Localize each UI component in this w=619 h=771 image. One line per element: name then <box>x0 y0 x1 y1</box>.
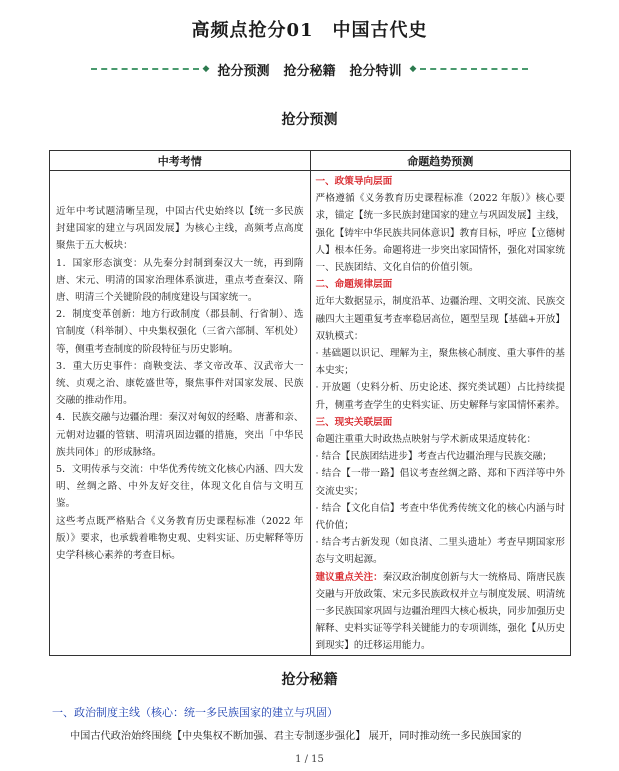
nav-item-training: 抢分特训 <box>349 63 402 79</box>
trend-paragraph: 命题注重重大时政热点映射与学术新成果适度转化： <box>315 434 537 446</box>
suggestion-label: 建议重点关注： <box>315 571 383 583</box>
trend-section-heading: 一、政策导向层面 <box>315 176 393 187</box>
trend-paragraph: 严格遵循《义务教育历史课程标准（2022 年版）》核心要求，锚定【统一多民族封建国家的建立与巩固发展】主线，强化【铸牢中华民族共同体意识】教育目标，呼应【立德树人】根本任务。命题将进一步突出家国情怀，强化对国家统一、民族团结、文化自信的价值引领。 <box>315 193 565 274</box>
trend-bullet: · 结合【民族团结进步】考查古代边疆治理与民族交融； <box>315 451 552 463</box>
diamond-bullet-icon: ◆ <box>202 63 210 74</box>
trend-paragraph: 近年大数据显示，制度沿革、边疆治理、文明交流、民族交融四大主题重复考查率稳居高位，题型呈现【基础+开放】双轨模式： <box>315 296 565 342</box>
section-heading-predict: 抢分预测 <box>281 112 338 128</box>
body-paragraph: 中国古代政治始终围绕【中央集权不断加强、君主专制逐步强化】 展开，同时推动统一多民族国家的 <box>70 731 522 742</box>
subheading-political-system: 一、政治制度主线（核心：统一多民族国家的建立与巩固） <box>52 706 338 719</box>
page-number: 1 / 15 <box>295 754 324 765</box>
nav-item-secret: 抢分秘籍 <box>283 63 336 79</box>
table-header-right: 命题趋势预测 <box>310 151 571 171</box>
left-paragraph: 4．民族交融与边疆治理：秦汉对匈奴的经略、唐蕃和亲、元朝对边疆的管辖、明清巩固边疆的措施，突出「中华民族共同体」的形成脉络。 <box>56 412 304 458</box>
left-dashed-divider <box>91 68 199 70</box>
suggestion-text: 秦汉政治制度创新与大一统格局、隋唐民族交融与开放政策、宋元多民族政权并立与制度发展、明清统一多民族国家巩固与边疆治理四大核心板块，同步加强历史解释、史料实证等学科关键能力的专项训练，强化【从历史到现实】的迁移运用能力。 <box>315 571 566 652</box>
right-cell <box>310 171 571 656</box>
sub-nav-items <box>217 60 401 79</box>
trend-bullet: · 结合【一带一路】倡议考查丝绸之路、郑和下西洋等中外交流史实； <box>315 468 565 497</box>
page-title: 高频点抢分01 中国古代史 <box>191 20 428 41</box>
trend-bullet: · 基础题以识记、理解为主，聚焦核心制度、重大事件的基本史实； <box>315 348 565 377</box>
left-paragraph: 近年中考试题清晰呈现，中国古代史始终以【统一多民族封建国家的建立与巩固发展】为核心主线，高频考点高度聚焦于五大板块： <box>56 206 304 252</box>
suggestion-paragraph <box>316 569 566 655</box>
left-paragraph: 这些考点既严格贴合《义务教育历史课程标准（2022 年版）》要求，也承载着唯物史观、史料实证、历史解释等历史学科核心素养的考查目标。 <box>56 515 304 562</box>
left-paragraph: 1．国家形态演变：从先秦分封制到秦汉大一统，再到隋唐、宋元、明清的国家治理体系演进，重点考查秦汉、隋唐、明清三个关键阶段的制度建设与国家统一。 <box>56 257 304 304</box>
trend-section-heading: 二、命题规律层面 <box>315 279 393 291</box>
trend-bullet: · 开放题（史料分析、历史论述、探究类试题）占比持续提升，侧重考查学生的史料实证、历史解释与家国情怀素养。 <box>315 382 565 411</box>
left-cell <box>50 171 311 656</box>
diamond-bullet-icon: ◆ <box>409 63 417 74</box>
left-paragraph: 3．重大历史事件：商鞅变法、孝文帝改革、汉武帝大一统、贞观之治、康乾盛世等，聚焦事件对国家发展、民族交融的推动作用。 <box>56 360 304 407</box>
exam-analysis-table <box>49 150 571 656</box>
right-dashed-divider <box>420 68 528 70</box>
left-paragraph: 2．制度变革创新：地方行政制度（郡县制、行省制）、选官制度（科举制）、中央集权强化（三省六部制、军机处）等，侧重考查制度的阶段特征与历史影响。 <box>56 309 304 355</box>
trend-section-heading: 三、现实关联层面 <box>315 416 393 428</box>
left-paragraph: 5．文明传承与交流：中华优秀传统文化核心内涵、四大发明、丝绸之路、中外友好交往，体现文化自信与文明互鉴。 <box>56 464 304 510</box>
nav-item-predict: 抢分预测 <box>217 63 270 79</box>
trend-bullet: · 结合【文化自信】考查中华优秀传统文化的核心内涵与时代价值； <box>315 502 565 532</box>
trend-bullet: · 结合考古新发现（如良渚、二里头遗址）考查早期国家形态与文明起源。 <box>315 537 565 566</box>
sub-nav <box>0 58 619 80</box>
table-header-left: 中考考情 <box>50 151 311 171</box>
section-heading-secret: 抢分秘籍 <box>281 672 338 688</box>
